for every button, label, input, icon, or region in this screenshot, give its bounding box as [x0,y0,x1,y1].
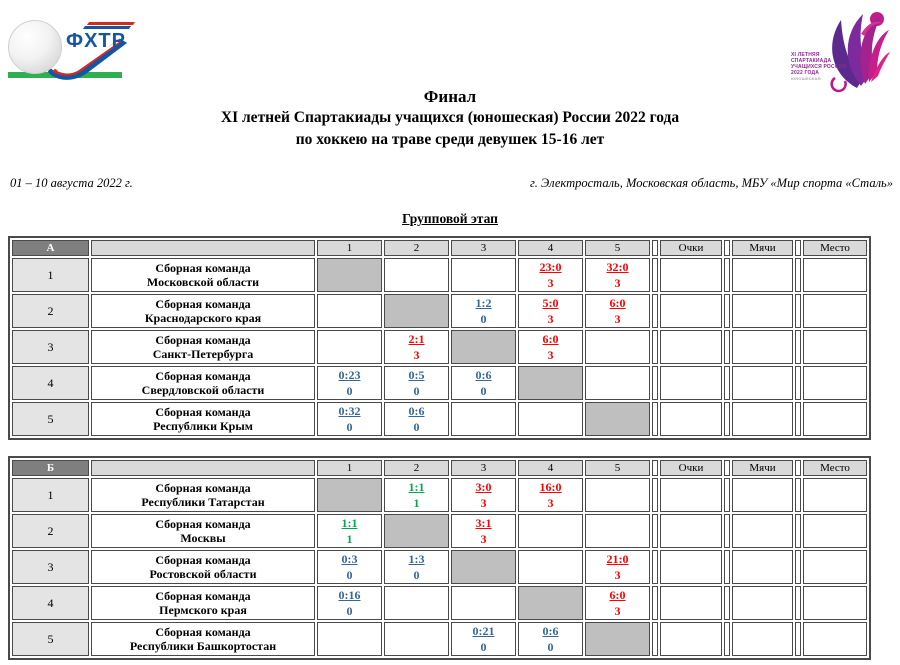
spacer-cell [795,240,801,256]
group-table-А [8,236,871,440]
result-cell [317,366,382,400]
column-header-Мячи: Мячи [732,240,793,256]
row-number: 3 [12,330,89,364]
match-points: 3 [547,275,554,290]
result-cell [451,366,516,400]
logo-text-line: XI ЛЕТНЯЯ [791,52,820,58]
result-cell [451,586,516,620]
team-name-line: Краснодарского края [144,311,262,325]
goals-cell [732,550,793,584]
goals-cell [732,258,793,292]
team-name-cell [91,622,315,656]
spacer-cell [795,258,801,292]
goals-cell [732,366,793,400]
spacer-cell [724,550,730,584]
spacer-cell [652,366,658,400]
result-cell [518,330,583,364]
spacer-cell [652,550,658,584]
document-title-block [0,86,900,151]
spacer-cell [795,294,801,328]
row-number: 5 [12,402,89,436]
spacer-cell [724,366,730,400]
event-dates: 01 – 10 августа 2022 г. [10,176,133,190]
ball-icon [8,20,62,74]
logo-text-line: 2022 ГОДА [791,70,820,76]
team-name-line: Республики Башкортостан [129,639,277,653]
logo-text-line: СПАРТАКИАДА [791,58,832,64]
spacer-cell [652,586,658,620]
goals-cell [732,402,793,436]
team-name-line: Сборная команда [155,332,251,347]
team-name-cell [91,294,315,328]
page-header [0,0,900,168]
fhtr-logo [8,14,138,80]
spacer-cell [795,402,801,436]
match-score-link[interactable]: 3:1 [475,516,492,530]
spacer-cell [652,240,658,256]
column-header-4: 4 [518,460,583,476]
result-cell [317,330,382,364]
goals-cell [732,330,793,364]
column-header-2: 2 [384,240,449,256]
match-score-link[interactable]: 0:16 [338,588,361,602]
team-name-line: Сборная команда [155,588,251,603]
flag-stripes-icon [82,22,134,30]
spacer-cell [652,258,658,292]
match-points: 1 [413,495,420,510]
match-score-link[interactable]: 2:1 [408,332,425,346]
team-name-line: Сборная команда [155,624,251,639]
row-number: 3 [12,550,89,584]
logo-text-line: УЧАЩИХСЯ РОССИИ [791,64,847,70]
result-cell [384,330,449,364]
spacer-cell [724,330,730,364]
spacer-cell [795,478,801,512]
match-score-link[interactable]: 0:21 [472,624,495,638]
points-cell [660,514,722,548]
match-score-link[interactable]: 6:0 [609,588,626,602]
place-cell [803,366,867,400]
result-cell [518,622,583,656]
result-cell [518,258,583,292]
team-name-line: Сборная команда [155,296,251,311]
spacer-cell [795,460,801,476]
column-header-Место: Место [803,460,867,476]
result-cell [384,402,449,436]
group-letter: А [12,240,89,256]
result-cell [384,258,449,292]
team-name-line: Москвы [180,531,226,545]
result-cell [317,294,382,328]
page-title: Финал [423,87,477,106]
points-cell [660,622,722,656]
goals-cell [732,478,793,512]
place-cell [803,550,867,584]
points-cell [660,294,722,328]
team-name-line: Санкт-Петербурга [152,347,254,361]
result-cell [585,258,650,292]
diagonal-cell [518,366,583,400]
result-cell [317,402,382,436]
result-cell [384,478,449,512]
match-score-link[interactable]: 0:23 [338,368,361,382]
match-score-link[interactable]: 1:2 [475,296,492,310]
row-number: 2 [12,514,89,548]
team-name-line: Республики Татарстан [141,495,265,509]
team-name-cell [91,514,315,548]
spacer-cell [724,402,730,436]
team-name-line: Сборная команда [155,552,251,567]
points-cell [660,366,722,400]
result-cell [585,514,650,548]
group-letter: Б [12,460,89,476]
result-cell [384,366,449,400]
spacer-cell [652,402,658,436]
match-score-link[interactable]: 21:0 [606,552,629,566]
diagonal-cell [585,402,650,436]
team-name-line: Сборная команда [155,516,251,531]
row-number: 5 [12,622,89,656]
match-score-link[interactable]: 0:6 [475,368,492,382]
match-points: 0 [346,383,353,398]
column-header-5: 5 [585,460,650,476]
result-cell [451,294,516,328]
team-name-cell [91,258,315,292]
column-header-3: 3 [451,240,516,256]
team-name-line: Московской области [146,275,260,289]
column-header-Место: Место [803,240,867,256]
team-column-header [91,240,315,256]
logo-text-line: ЮНОШЕСКАЯ [791,76,821,81]
diagonal-cell [451,550,516,584]
place-cell [803,478,867,512]
diagonal-cell [451,330,516,364]
result-cell [451,622,516,656]
spacer-cell [652,460,658,476]
goals-cell [732,622,793,656]
match-score-link[interactable]: 32:0 [606,260,629,274]
diagonal-cell [384,294,449,328]
team-name-line: Республики Крым [153,419,253,433]
result-cell [451,478,516,512]
result-cell [585,478,650,512]
result-cell [585,550,650,584]
team-name-cell [91,330,315,364]
match-points: 3 [547,347,554,362]
subtitle-line1: XI летней Спартакиады учащихся (юношеская) России 2022 года [220,109,680,126]
match-points: 0 [547,639,554,654]
place-cell [803,514,867,548]
result-cell [317,550,382,584]
result-cell [317,586,382,620]
match-points: 3 [480,495,487,510]
spacer-cell [795,550,801,584]
place-cell [803,402,867,436]
match-points: 0 [413,567,420,582]
spacer-cell [652,330,658,364]
match-points: 3 [614,567,621,582]
group-table-Б [8,456,871,660]
points-cell [660,330,722,364]
team-name-cell [91,402,315,436]
row-number: 4 [12,366,89,400]
team-name-line: Сборная команда [155,368,251,383]
spacer-cell [795,366,801,400]
spacer-cell [652,514,658,548]
spartakiada-logo [791,6,891,98]
result-cell [451,514,516,548]
place-cell [803,586,867,620]
team-name-line: Сборная команда [155,480,251,495]
team-name-line: Ростовской области [149,567,257,581]
match-points: 3 [614,311,621,326]
match-points: 0 [480,383,487,398]
match-score-link[interactable]: 0:32 [338,404,361,418]
match-score-link[interactable]: 1:3 [408,552,425,566]
match-points: 0 [346,603,353,618]
diagonal-cell [518,586,583,620]
match-points: 0 [413,383,420,398]
match-points: 3 [413,347,420,362]
match-score-link[interactable]: 3:0 [475,480,492,494]
groups [8,236,900,660]
match-points: 3 [547,311,554,326]
result-cell [317,622,382,656]
match-score-link[interactable]: 0:5 [408,368,425,382]
column-header-1: 1 [317,240,382,256]
goals-cell [732,514,793,548]
spacer-cell [724,514,730,548]
column-header-Мячи: Мячи [732,460,793,476]
spacer-cell [652,622,658,656]
place-cell [803,622,867,656]
result-cell [518,478,583,512]
result-cell [317,514,382,548]
result-cell [518,402,583,436]
team-name-line: Сборная команда [155,404,251,419]
subtitle-line2: по хоккею на траве среди девушек 15-16 лет [295,131,605,148]
match-points: 3 [547,495,554,510]
diagonal-cell [585,622,650,656]
spacer-cell [795,514,801,548]
match-points: 3 [480,531,487,546]
column-header-Очки: Очки [660,460,722,476]
goals-cell [732,586,793,620]
result-cell [518,550,583,584]
spacer-cell [724,294,730,328]
spacer-cell [724,460,730,476]
match-score-link[interactable]: 5:0 [542,296,559,310]
match-points: 0 [480,311,487,326]
column-header-3: 3 [451,460,516,476]
place-cell [803,258,867,292]
result-cell [451,402,516,436]
spacer-cell [652,478,658,512]
event-venue: г. Электросталь, Московская область, МБУ «Мир спорта «Сталь» [530,176,893,190]
spacer-cell [795,586,801,620]
team-name-line: Сборная команда [155,260,251,275]
match-score-link[interactable]: 0:6 [408,404,425,418]
place-cell [803,330,867,364]
match-points: 3 [614,603,621,618]
result-cell [585,586,650,620]
team-column-header [91,460,315,476]
points-cell [660,478,722,512]
spacer-cell [795,622,801,656]
match-score-link[interactable]: 6:0 [609,296,626,310]
row-number: 1 [12,258,89,292]
team-name-cell [91,366,315,400]
result-cell [518,514,583,548]
fhtr-logo-text: ФХТР [66,30,126,52]
team-name-line: Пермского края [159,603,247,617]
spacer-cell [652,294,658,328]
result-cell [585,366,650,400]
spacer-cell [724,258,730,292]
match-points: 1 [346,531,353,546]
column-header-1: 1 [317,460,382,476]
column-header-2: 2 [384,460,449,476]
result-cell [384,586,449,620]
event-info-line [0,176,900,191]
diagonal-cell [384,514,449,548]
spartakiada-logo-text [791,52,849,82]
diagonal-cell [317,478,382,512]
points-cell [660,550,722,584]
result-cell [384,622,449,656]
team-name-cell [91,586,315,620]
column-header-5: 5 [585,240,650,256]
points-cell [660,402,722,436]
match-score-link[interactable]: 0:3 [341,552,358,566]
spacer-cell [724,586,730,620]
team-name-cell [91,478,315,512]
row-number: 2 [12,294,89,328]
match-points: 0 [480,639,487,654]
result-cell [585,294,650,328]
diagonal-cell [317,258,382,292]
match-points: 0 [346,419,353,434]
place-cell [803,294,867,328]
column-header-Очки: Очки [660,240,722,256]
match-points: 0 [413,419,420,434]
column-header-4: 4 [518,240,583,256]
result-cell [585,330,650,364]
match-score-link[interactable]: 1:1 [341,516,358,530]
row-number: 1 [12,478,89,512]
spacer-cell [724,622,730,656]
points-cell [660,258,722,292]
row-number: 4 [12,586,89,620]
spacer-cell [724,240,730,256]
team-name-line: Свердловской области [141,383,265,397]
match-points: 3 [614,275,621,290]
match-score-link[interactable]: 23:0 [539,260,562,274]
spacer-cell [724,478,730,512]
goals-cell [732,294,793,328]
match-score-link[interactable]: 1:1 [408,480,425,494]
match-score-link[interactable]: 6:0 [542,332,559,346]
match-score-link[interactable]: 0:6 [542,624,559,638]
match-points: 0 [346,567,353,582]
result-cell [518,294,583,328]
result-cell [451,258,516,292]
match-score-link[interactable]: 16:0 [539,480,562,494]
points-cell [660,586,722,620]
team-name-cell [91,550,315,584]
result-cell [384,550,449,584]
spacer-cell [795,330,801,364]
section-title: Групповой этап [402,211,498,226]
